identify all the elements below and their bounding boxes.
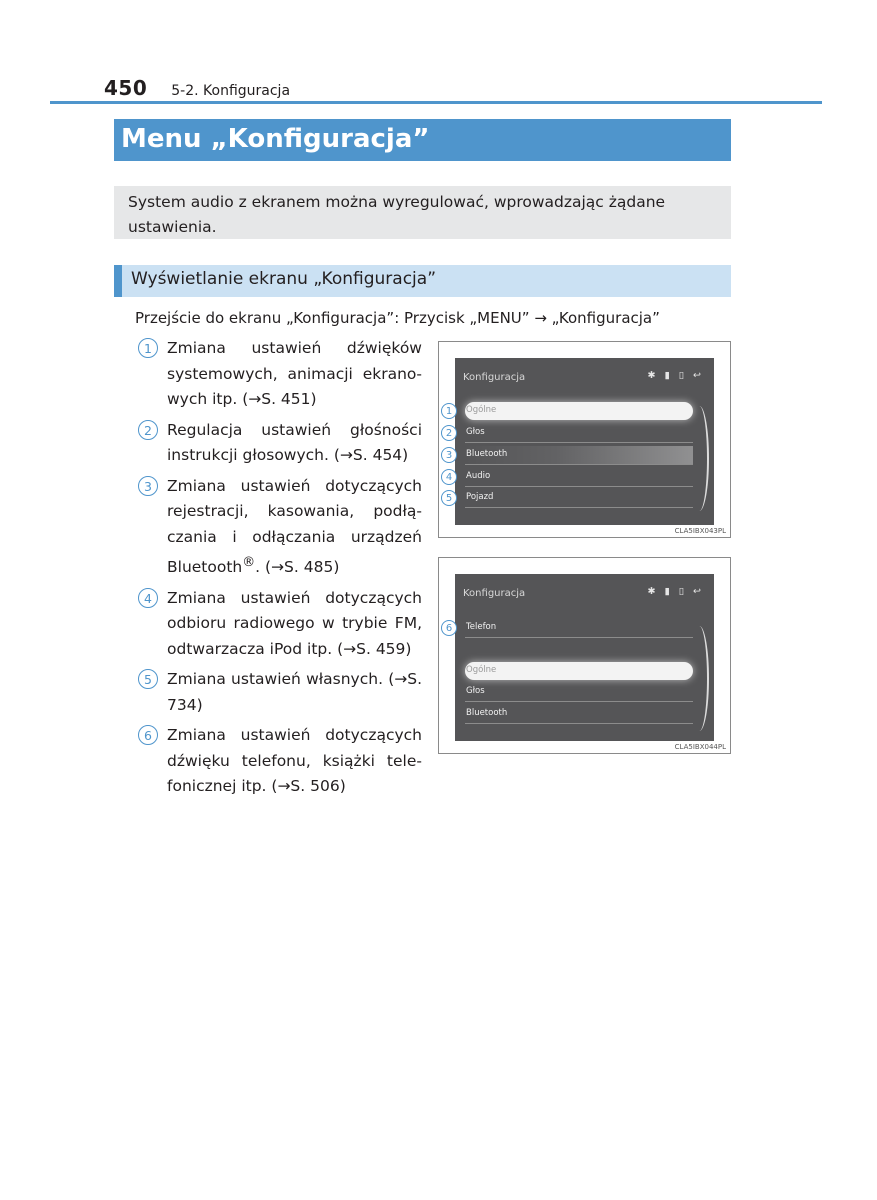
menu-row-voice <box>465 683 693 702</box>
menu-row-bluetooth <box>465 705 693 724</box>
list-item <box>138 586 422 663</box>
menu-row-general <box>465 662 693 680</box>
menu-row-voice <box>465 424 693 443</box>
menu-row-label: Bluetooth <box>466 449 508 459</box>
item-description: Zmiana ustawień dźwięków systemowych, animacji ekranowych itp. (→S. 451) <box>167 339 422 408</box>
status-icons: ✱ ▮ ▯ ↩ <box>647 586 704 597</box>
list-item <box>138 418 422 469</box>
item-number-badge: 3 <box>138 476 158 496</box>
scroll-arc <box>693 626 709 731</box>
screen-display <box>455 358 714 525</box>
subheading: Wyświetlanie ekranu „Konfiguracja” <box>131 269 436 289</box>
title-bar <box>114 119 731 161</box>
item-number-badge: 2 <box>138 420 158 440</box>
menu-row-label: Pojazd <box>466 492 494 502</box>
item-list <box>138 336 422 805</box>
item-description: Zmiana ustawień dotyczących dźwięku telefonu, książki telefonicznej itp. (→S. 506) <box>167 726 422 796</box>
scroll-arc <box>693 406 709 511</box>
callout-marker: 6 <box>441 620 457 636</box>
callout-marker: 2 <box>441 425 457 441</box>
menu-row-phone <box>465 619 693 638</box>
page-header <box>104 76 290 100</box>
page-number: 450 <box>104 76 148 100</box>
screen-title: Konfiguracja <box>463 588 526 599</box>
header-divider <box>50 101 822 104</box>
item-number-badge: 6 <box>138 725 158 745</box>
intro-text: System audio z ekranem można wyregulować, wprowadzając żądane ustawienia. <box>128 193 666 236</box>
list-item <box>138 474 422 581</box>
menu-row-bluetooth <box>465 446 693 465</box>
item-number-badge: 4 <box>138 588 158 608</box>
item-description: Regulacja ustawień głośności instrukcji głosowych. (→S. 454) <box>167 420 422 464</box>
list-item <box>138 336 422 413</box>
item-description: Zmiana ustawień dotyczących odbioru radiowego w trybie FM, odtwarzacza iPod itp. (→S. 459) <box>167 588 422 658</box>
item-text-main: Zmiana ustawień dotyczących rejestracji, kasowania, podłączania i odłączania urządzeń Bluetooth <box>167 476 422 577</box>
screen-title: Konfiguracja <box>463 372 526 383</box>
item-number-badge: 5 <box>138 669 158 689</box>
menu-row-audio <box>465 468 693 487</box>
settings-screen-illustration-2 <box>438 557 731 754</box>
status-icons: ✱ ▮ ▯ ↩ <box>647 370 704 381</box>
list-item <box>138 723 422 800</box>
menu-row-label: Ogólne <box>466 665 497 675</box>
menu-row-label: Głos <box>466 686 485 696</box>
section-reference: 5-2. Konfiguracja <box>171 83 291 99</box>
menu-row-label: Głos <box>466 427 485 437</box>
callout-marker: 1 <box>441 403 457 419</box>
menu-row-label: Ogólne <box>466 405 497 415</box>
subheading-bar <box>114 265 731 297</box>
menu-row-general <box>465 402 693 420</box>
page-title: Menu „Konfiguracja” <box>121 124 430 154</box>
callout-marker: 4 <box>441 469 457 485</box>
navigation-path: Przejście do ekranu „Konfiguracja”: Przycisk „MENU” → „Konfiguracja” <box>135 309 660 327</box>
menu-row-label: Telefon <box>466 622 497 632</box>
figure-code: CLA5IBX044PL <box>674 743 726 751</box>
item-text-suffix: . (→S. 485) <box>255 558 340 577</box>
callout-marker: 3 <box>441 447 457 463</box>
list-item <box>138 667 422 718</box>
menu-row-label: Audio <box>466 471 491 481</box>
item-description <box>167 474 422 581</box>
settings-screen-illustration-1 <box>438 341 731 538</box>
intro-box <box>114 186 731 239</box>
item-number-badge: 1 <box>138 338 158 358</box>
callout-marker: 5 <box>441 490 457 506</box>
item-description: Zmiana ustawień własnych. (→S. 734) <box>167 670 422 714</box>
subheading-accent <box>114 265 122 297</box>
registered-mark: ® <box>242 555 256 570</box>
menu-row-vehicle <box>465 489 693 508</box>
menu-row-label: Bluetooth <box>466 708 508 718</box>
screen-display <box>455 574 714 741</box>
figure-code: CLA5IBX043PL <box>674 527 726 535</box>
